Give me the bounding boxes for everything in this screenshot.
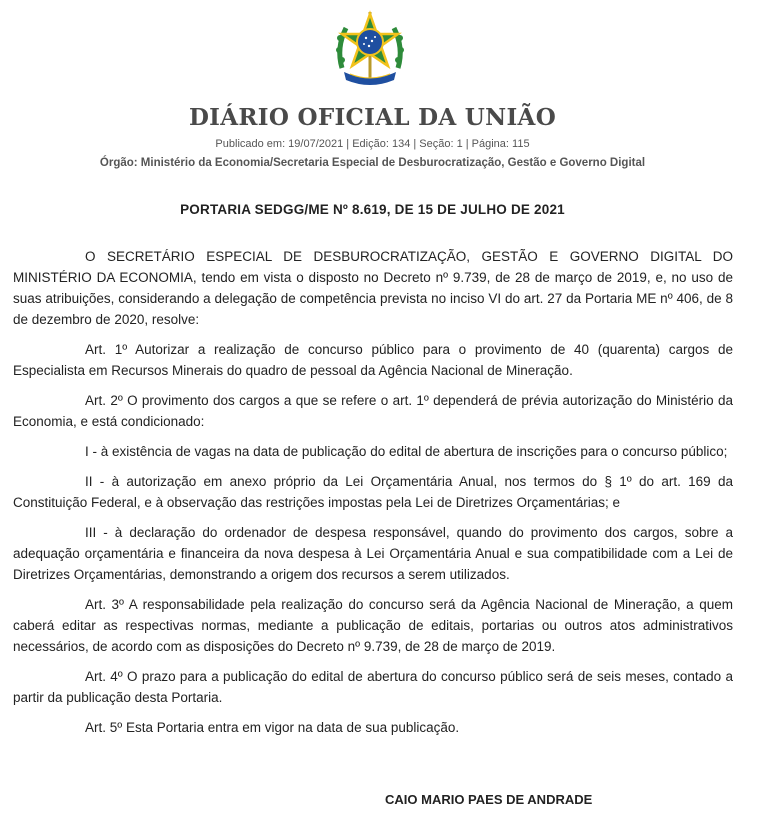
issuing-organ: Órgão: Ministério da Economia/Secretaria Especial de Desburocratização, Gestão e Governo Digital <box>99 157 646 169</box>
document-title: PORTARIA SEDGG/ME Nº 8.619, DE 15 DE JULHO DE 2021 <box>180 202 565 217</box>
gazette-title: DIÁRIO OFICIAL DA UNIÃO <box>188 104 557 131</box>
item-iii-paragraph: III - à declaração do ordenador de despesa responsável, quando do provimento dos cargos, sobre a adequação orçamentária e financeira da nova despesa à Lei Orçamentária Anual e sua compatibilidade com a Lei de Diretrizes Orçamentárias, demonstrando a origem dos recursos a serem utilizados. <box>13 525 733 582</box>
item-i-paragraph: I - à existência de vagas na data de publicação do edital de abertura de inscrições para o concurso público; <box>85 444 728 459</box>
item-ii-paragraph: II - à autorização em anexo próprio da Lei Orçamentária Anual, nos termos do § 1º do art. 169 da Constituição Federal, e à observação das restrições impostas pela Lei de Diretrizes Orçamentárias; e <box>13 474 733 510</box>
publication-info: Publicado em: 19/07/2021 | Edição: 134 | Seção: 1 | Página: 115 <box>215 138 530 150</box>
signature: CAIO MARIO PAES DE ANDRADE <box>385 792 593 807</box>
brazil-coat-of-arms-icon <box>330 8 410 88</box>
article-2-paragraph: Art. 2º O provimento dos cargos a que se refere o art. 1º dependerá de prévia autorização do Ministério da Economia, e está condicionado: <box>13 393 733 429</box>
article-1-paragraph: Art. 1º Autorizar a realização de concurso público para o provimento de 40 (quarenta) cargos de Especialista em Recursos Minerais do quadro de pessoal da Agência Nacional de Mineração. <box>13 342 733 378</box>
preamble-paragraph: O SECRETÁRIO ESPECIAL DE DESBUROCRATIZAÇÃO, GESTÃO E GOVERNO DIGITAL DO MINISTÉRIO DA ECONOMIA, tendo em vista o disposto no Decreto nº 9.739, de 28 de março de 2019, e, no uso de suas atribuições, considerando a delegação de competência prevista no inciso VI do art. 27 da Portaria ME nº 406, de 8 de dezembro de 2020, resolve: <box>13 249 733 327</box>
article-5-paragraph: Art. 5º Esta Portaria entra em vigor na data de sua publicação. <box>85 720 460 735</box>
article-4-paragraph: Art. 4º O prazo para a publicação do edital de abertura do concurso público será de seis meses, contado a partir da publicação desta Portaria. <box>13 669 733 705</box>
article-3-paragraph: Art. 3º A responsabilidade pela realização do concurso será da Agência Nacional de Mineração, a quem caberá editar as respectivas normas, mediante a publicação de editais, portarias ou outros atos administrativos necessários, de acordo com as disposições do Decreto nº 9.739, de 28 de março de 2019. <box>13 597 733 654</box>
document-body <box>13 246 733 747</box>
